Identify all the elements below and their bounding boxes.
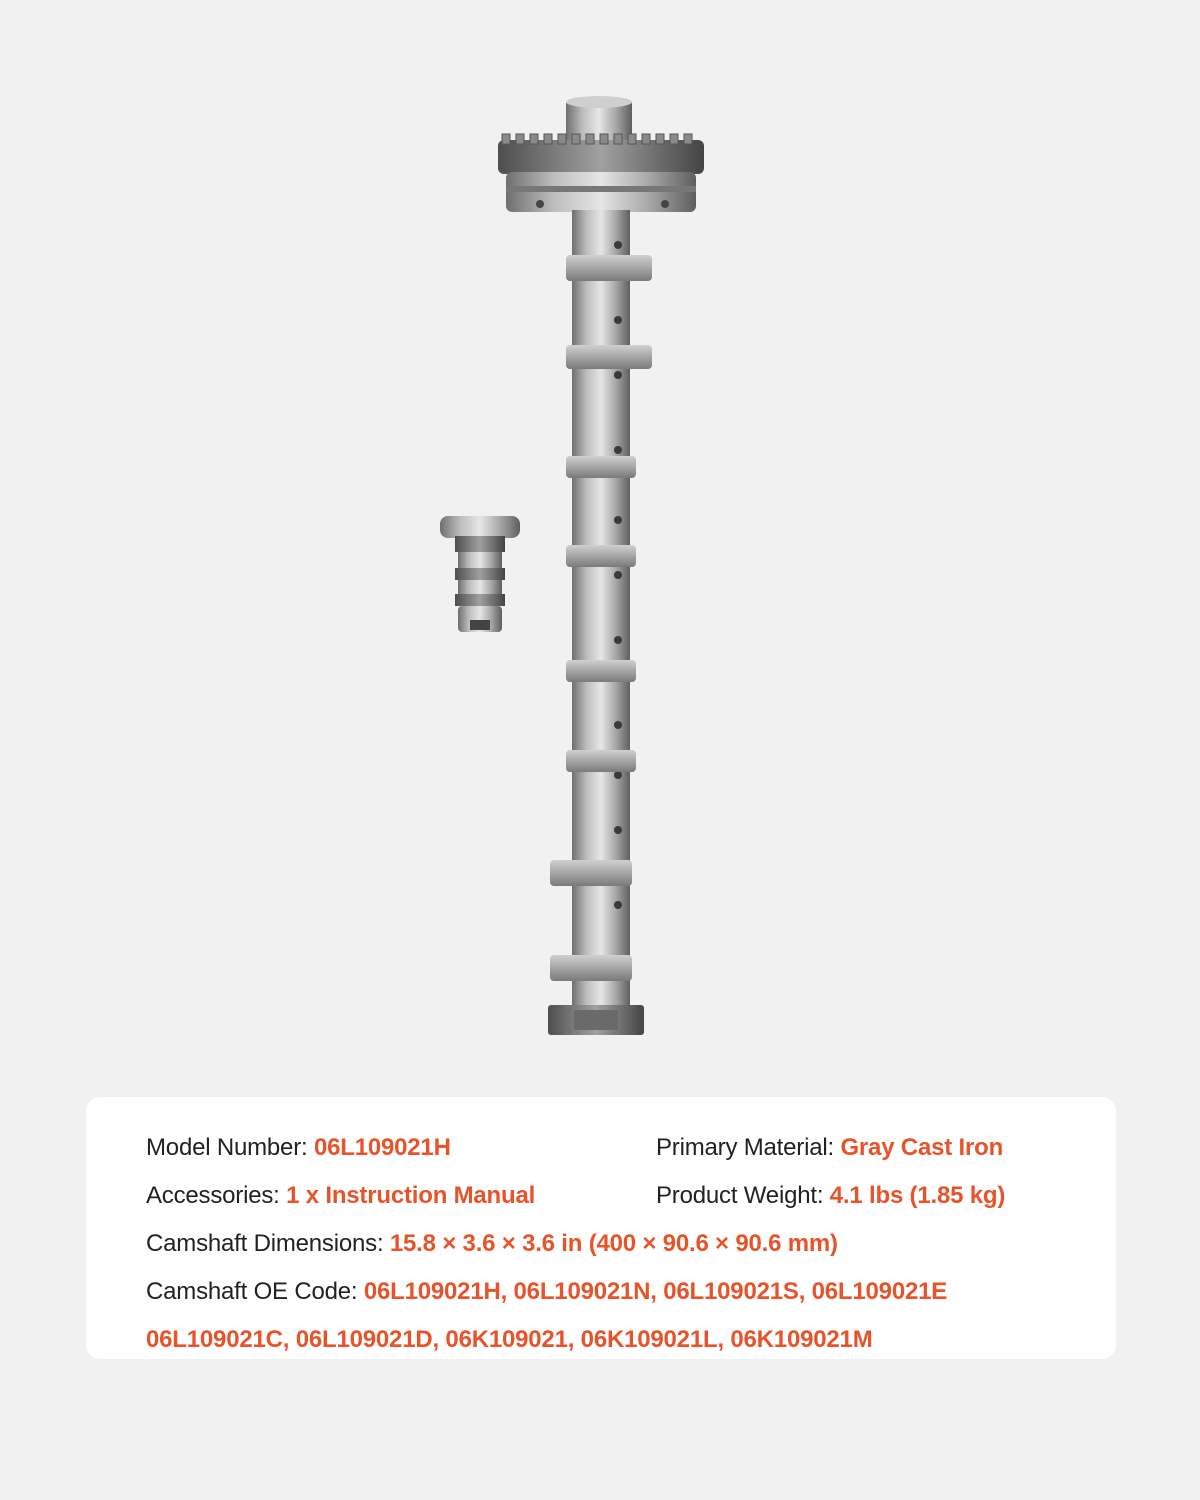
spec-camshaft-oe-code: [146, 1277, 947, 1307]
spec-label: Primary Material:: [656, 1134, 841, 1161]
specifications-card: [86, 1097, 1116, 1359]
spec-primary-material: [656, 1133, 1003, 1163]
vvt-solenoid-valve: [440, 516, 520, 632]
spec-label: Accessories:: [146, 1182, 287, 1209]
spec-product-weight: [656, 1181, 1005, 1211]
spec-value: 06L109021C, 06L109021D, 06K109021, 06K109021L, 06K109021M: [146, 1326, 873, 1353]
spec-camshaft-dimensions: [146, 1229, 838, 1259]
spec-label: Product Weight:: [656, 1182, 830, 1209]
spec-label: Camshaft OE Code:: [146, 1278, 364, 1305]
cam-sprocket: [498, 96, 704, 212]
spec-value: 06L109021H: [313, 1134, 451, 1161]
spec-label: Model Number:: [146, 1134, 314, 1161]
spec-value: Gray Cast Iron: [840, 1134, 1004, 1161]
spec-model-number: [146, 1133, 451, 1163]
spec-accessories: [146, 1181, 535, 1211]
spec-value: 15.8 × 3.6 × 3.6 in (400 × 90.6 × 90.6 mm): [389, 1230, 838, 1257]
spec-label: Camshaft Dimensions:: [146, 1230, 390, 1257]
spec-camshaft-oe-code-continued: [146, 1325, 872, 1355]
spec-value: 4.1 lbs (1.85 kg): [829, 1182, 1006, 1209]
spec-value: 06L109021H, 06L109021N, 06L109021S, 06L109021E: [363, 1278, 948, 1305]
camshaft-shaft: [548, 210, 652, 1035]
spec-value: 1 x Instruction Manual: [286, 1182, 536, 1209]
